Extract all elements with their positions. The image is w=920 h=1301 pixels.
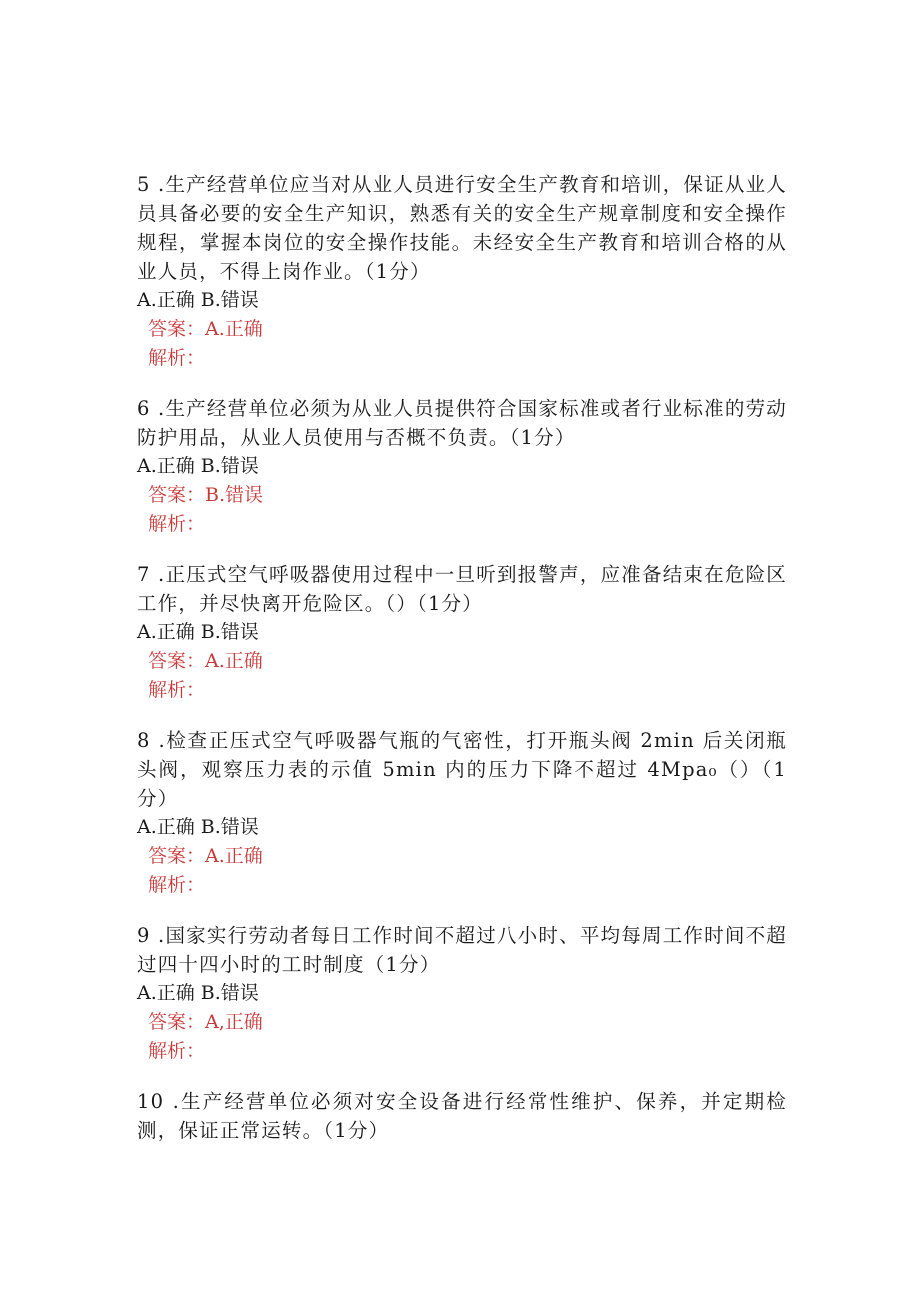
question-answer: 答案：A.正确 [148, 845, 263, 867]
question-options: A.正确 B.错误 [137, 289, 259, 311]
question-6 [137, 394, 787, 539]
question-analysis: 解析： [148, 513, 206, 535]
question-text: 5 .生产经营单位应当对从业人员进行安全生产教育和培训，保证从业人员具备必要的安全生产知识，熟悉有关的安全生产规章制度和安全操作规程，掌握本岗位的安全操作技能。未经安全生产教育和培训合格的从业人员，不得上岗作业。（1分） [137, 173, 787, 283]
question-text: 7 .正压式空气呼吸器使用过程中一旦听到报警声，应准备结束在危险区工作，并尽快离开危险区。（）（1分） [137, 563, 787, 615]
question-10 [137, 1087, 787, 1145]
question-analysis: 解析： [148, 874, 206, 896]
question-text: 9 .国家实行劳动者每日工作时间不超过八小时、平均每周工作时间不超过四十四小时的工时制度（1分） [137, 924, 787, 976]
question-options: A.正确 B.错误 [137, 621, 259, 643]
question-8 [137, 726, 787, 900]
question-analysis: 解析： [148, 679, 206, 701]
question-answer: 答案：A,正确 [148, 1011, 263, 1033]
question-list [137, 170, 787, 1166]
question-answer: 答案：A.正确 [148, 318, 263, 340]
question-text: 6 .生产经营单位必须为从业人员提供符合国家标准或者行业标准的劳动防护用品，从业人员使用与否概不负责。（1分） [137, 397, 787, 449]
question-text: 8 .检查正压式空气呼吸器气瓶的气密性，打开瓶头阀 2min 后关闭瓶头阀，观察压力表的示值 5min 内的压力下降不超过 4Mpa₀（）（1分） [137, 729, 787, 810]
question-options: A.正确 B.错误 [137, 455, 259, 477]
question-analysis: 解析： [148, 1040, 206, 1062]
question-7 [137, 560, 787, 705]
question-5 [137, 170, 787, 373]
question-answer: 答案：B.错误 [148, 484, 264, 506]
question-options: A.正确 B.错误 [137, 816, 259, 838]
question-9 [137, 921, 787, 1066]
question-answer: 答案：A.正确 [148, 650, 263, 672]
question-text: 10 .生产经营单位必须对安全设备进行经常性维护、保养，并定期检测，保证正常运转。（1分） [137, 1090, 787, 1142]
question-analysis: 解析： [148, 347, 206, 369]
question-options: A.正确 B.错误 [137, 982, 259, 1004]
